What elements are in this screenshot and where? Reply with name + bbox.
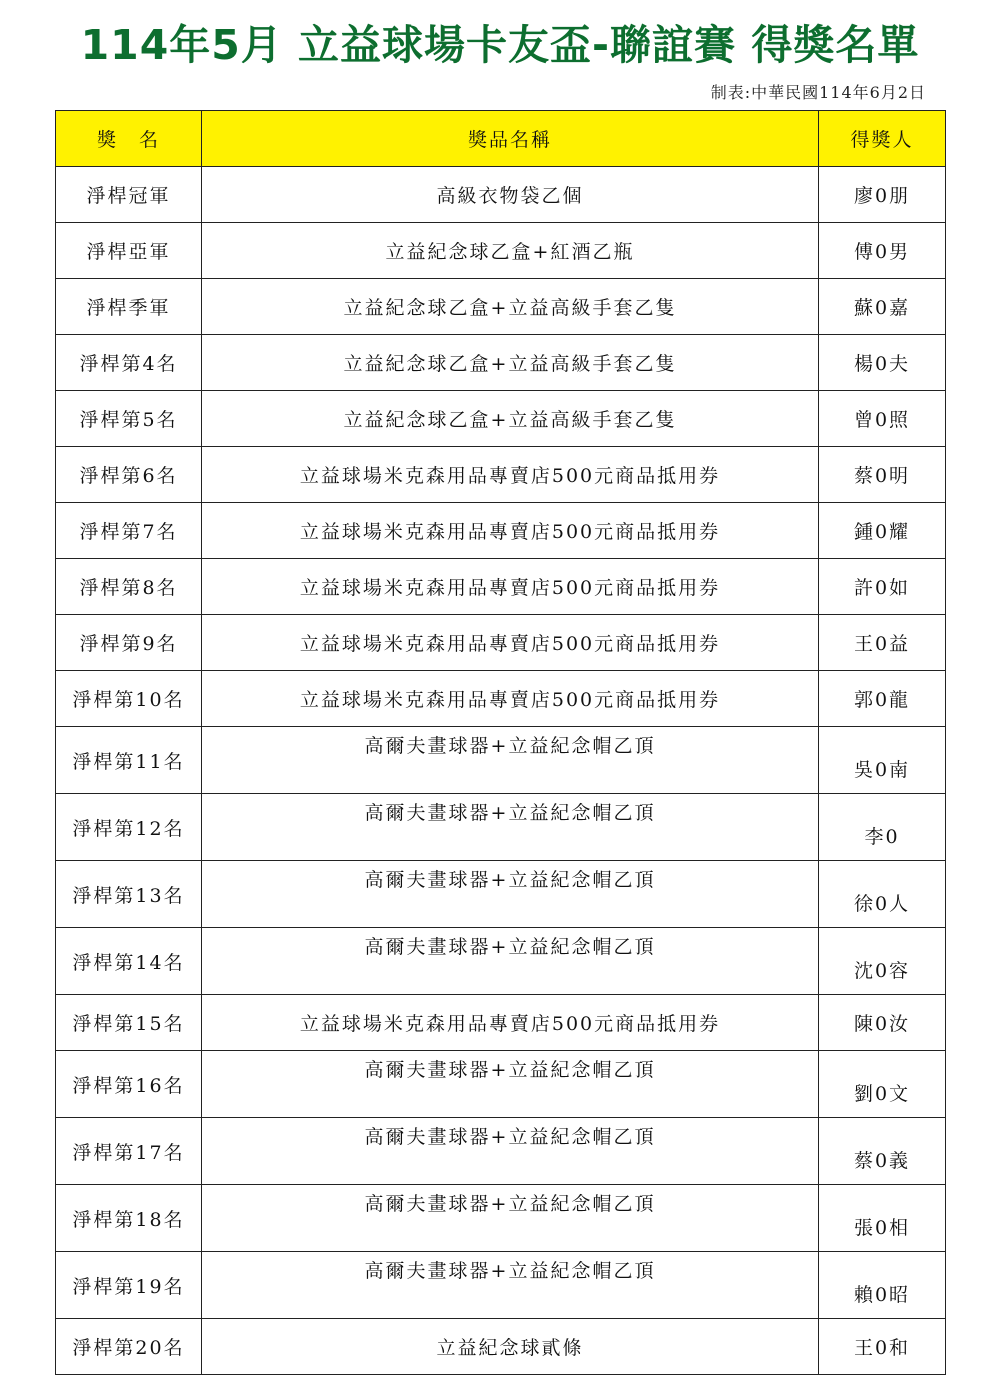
made-date: 制表:中華民國114年6月2日 (710, 83, 926, 102)
winner-cell: 李0 (819, 794, 946, 861)
table-row (56, 861, 946, 928)
winner-cell: 曾0照 (819, 391, 946, 447)
winner-cell: 蔡0明 (819, 447, 946, 503)
header-rank: 獎 名 (56, 111, 202, 167)
prize-cell: 高爾夫畫球器+立益紀念帽乙頂 (202, 928, 819, 995)
winner-cell: 吳0南 (819, 727, 946, 794)
rank-cell: 淨桿冠軍 (56, 167, 202, 223)
prize-cell: 高爾夫畫球器+立益紀念帽乙頂 (202, 1051, 819, 1118)
rank-cell: 淨桿第17名 (56, 1118, 202, 1185)
prize-cell: 立益紀念球乙盒+立益高級手套乙隻 (202, 279, 819, 335)
rank-cell: 淨桿第16名 (56, 1051, 202, 1118)
prize-cell: 立益紀念球乙盒+立益高級手套乙隻 (202, 335, 819, 391)
header-row (56, 111, 946, 167)
prize-cell: 高爾夫畫球器+立益紀念帽乙頂 (202, 1185, 819, 1252)
table-row (56, 335, 946, 391)
table-row (56, 727, 946, 794)
rank-cell: 淨桿第5名 (56, 391, 202, 447)
table-row (56, 1319, 946, 1375)
table-row (56, 671, 946, 727)
table-row (56, 559, 946, 615)
winner-cell: 陳0汝 (819, 995, 946, 1051)
prize-cell: 立益球場米克森用品專賣店500元商品抵用券 (202, 559, 819, 615)
rank-cell: 淨桿第19名 (56, 1252, 202, 1319)
table-row (56, 391, 946, 447)
rank-cell: 淨桿第10名 (56, 671, 202, 727)
prize-cell: 高爾夫畫球器+立益紀念帽乙頂 (202, 794, 819, 861)
prize-cell: 高爾夫畫球器+立益紀念帽乙頂 (202, 861, 819, 928)
table-row (56, 1051, 946, 1118)
table-row (56, 447, 946, 503)
winner-cell: 傅0男 (819, 223, 946, 279)
winner-cell: 郭0龍 (819, 671, 946, 727)
table-row (56, 615, 946, 671)
rank-cell: 淨桿第13名 (56, 861, 202, 928)
rank-cell: 淨桿第14名 (56, 928, 202, 995)
winner-cell: 王0和 (819, 1319, 946, 1375)
winner-cell: 沈0容 (819, 928, 946, 995)
prize-cell: 立益紀念球乙盒+紅酒乙瓶 (202, 223, 819, 279)
prize-cell: 高爾夫畫球器+立益紀念帽乙頂 (202, 1252, 819, 1319)
rank-cell: 淨桿季軍 (56, 279, 202, 335)
winner-cell: 鍾0耀 (819, 503, 946, 559)
winner-cell: 蔡0義 (819, 1118, 946, 1185)
prize-cell: 立益球場米克森用品專賣店500元商品抵用券 (202, 671, 819, 727)
table-row (56, 995, 946, 1051)
rank-cell: 淨桿第12名 (56, 794, 202, 861)
rank-cell: 淨桿第8名 (56, 559, 202, 615)
winner-cell: 蘇0嘉 (819, 279, 946, 335)
prize-cell: 立益球場米克森用品專賣店500元商品抵用券 (202, 503, 819, 559)
rank-cell: 淨桿第7名 (56, 503, 202, 559)
rank-cell: 淨桿第15名 (56, 995, 202, 1051)
winner-cell: 廖0朋 (819, 167, 946, 223)
prize-cell: 立益球場米克森用品專賣店500元商品抵用券 (202, 615, 819, 671)
prize-cell: 立益紀念球乙盒+立益高級手套乙隻 (202, 391, 819, 447)
rank-cell: 淨桿第18名 (56, 1185, 202, 1252)
winner-cell: 許0如 (819, 559, 946, 615)
rank-cell: 淨桿第6名 (56, 447, 202, 503)
prize-cell: 立益球場米克森用品專賣店500元商品抵用券 (202, 995, 819, 1051)
rank-cell: 淨桿亞軍 (56, 223, 202, 279)
table-row (56, 1185, 946, 1252)
page-title: 114年5月 立益球場卡友盃-聯誼賽 得獎名單 (80, 21, 920, 69)
winner-cell: 徐0人 (819, 861, 946, 928)
winner-cell: 楊0夫 (819, 335, 946, 391)
rank-cell: 淨桿第4名 (56, 335, 202, 391)
winner-cell: 劉0文 (819, 1051, 946, 1118)
rank-cell: 淨桿第11名 (56, 727, 202, 794)
prize-cell: 立益紀念球貳條 (202, 1319, 819, 1375)
awards-table (55, 110, 946, 1375)
table-row (56, 1118, 946, 1185)
table-row (56, 1252, 946, 1319)
award-rows (56, 167, 946, 1375)
prize-cell: 高爾夫畫球器+立益紀念帽乙頂 (202, 1118, 819, 1185)
winner-cell: 王0益 (819, 615, 946, 671)
rank-cell: 淨桿第9名 (56, 615, 202, 671)
winner-cell: 張0相 (819, 1185, 946, 1252)
prize-cell: 立益球場米克森用品專賣店500元商品抵用券 (202, 447, 819, 503)
table-row (56, 503, 946, 559)
header-winner: 得獎人 (819, 111, 946, 167)
rank-cell: 淨桿第20名 (56, 1319, 202, 1375)
table-row (56, 928, 946, 995)
winner-cell: 賴0昭 (819, 1252, 946, 1319)
header-prize: 獎品名稱 (202, 111, 819, 167)
table-row (56, 223, 946, 279)
prize-cell: 高級衣物袋乙個 (202, 167, 819, 223)
prize-cell: 高爾夫畫球器+立益紀念帽乙頂 (202, 727, 819, 794)
table-row (56, 794, 946, 861)
table-row (56, 279, 946, 335)
table-row (56, 167, 946, 223)
